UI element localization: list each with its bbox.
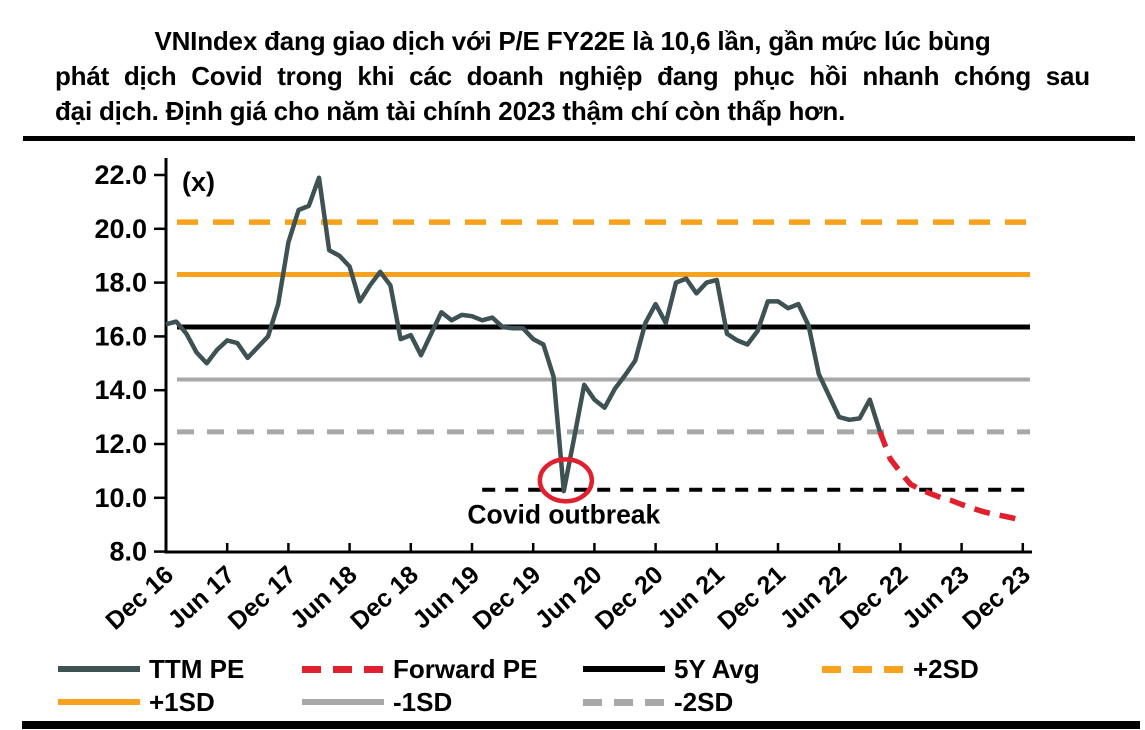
x-tick-label: Jun 19 [407, 560, 486, 635]
x-tick-label: Jun 22 [774, 560, 853, 635]
y-tick-label: 12.0 [94, 429, 147, 459]
legend-label: +1SD [149, 686, 215, 717]
legend-label: -2SD [674, 686, 734, 717]
y-tick-label: 16.0 [94, 321, 147, 352]
x-tick-label: Dec 23 [957, 560, 1036, 636]
legend-label: Forward PE [393, 653, 538, 684]
y-tick-label: 10.0 [94, 482, 147, 513]
title-line-3: đại dịch. Định giá cho năm tài chính 2023 thậm chí còn thấp hơn. [55, 96, 846, 126]
y-tick-label: 18.0 [94, 267, 147, 298]
title-line-1: VNIndex đang giao dịch với P/E FY22E là 10,6 lần, gần mức lúc bùng [154, 26, 991, 56]
legend-label: 5Y Avg [674, 653, 760, 684]
y-axis-unit-label: (x) [182, 167, 215, 197]
legend-label: +2SD [913, 653, 979, 684]
x-tick-label: Jun 21 [652, 560, 730, 635]
x-tick-label: Jun 17 [162, 560, 241, 635]
covid-annotation-label: Covid outbreak [467, 499, 661, 530]
x-tick-label: Dec 19 [467, 560, 547, 636]
title-line-2: phát dịch Covid trong khi các doanh nghiệp đang phục hồi nhanh chóng sau [55, 61, 1090, 91]
y-tick-label: 20.0 [94, 213, 147, 244]
x-tick-label: Jun 20 [529, 560, 608, 635]
x-tick-label: Jun 23 [897, 560, 975, 635]
x-tick-label: Dec 21 [712, 560, 792, 636]
y-tick-label: 14.0 [94, 375, 147, 406]
legend-label: -1SD [393, 686, 453, 717]
x-tick-label: Jun 18 [285, 560, 363, 635]
x-tick-label: Dec 20 [589, 560, 669, 636]
x-tick-label: Dec 22 [834, 560, 914, 636]
x-tick-label: Dec 18 [345, 560, 424, 636]
x-tick-label: Dec 16 [100, 560, 180, 636]
x-tick-label: Dec 17 [222, 560, 302, 636]
legend-label: TTM PE [149, 653, 245, 684]
y-tick-label: 22.0 [94, 160, 147, 190]
y-tick-label: 8.0 [109, 536, 147, 567]
series-forward-pe [880, 432, 1023, 521]
bottom-border [22, 721, 1140, 729]
